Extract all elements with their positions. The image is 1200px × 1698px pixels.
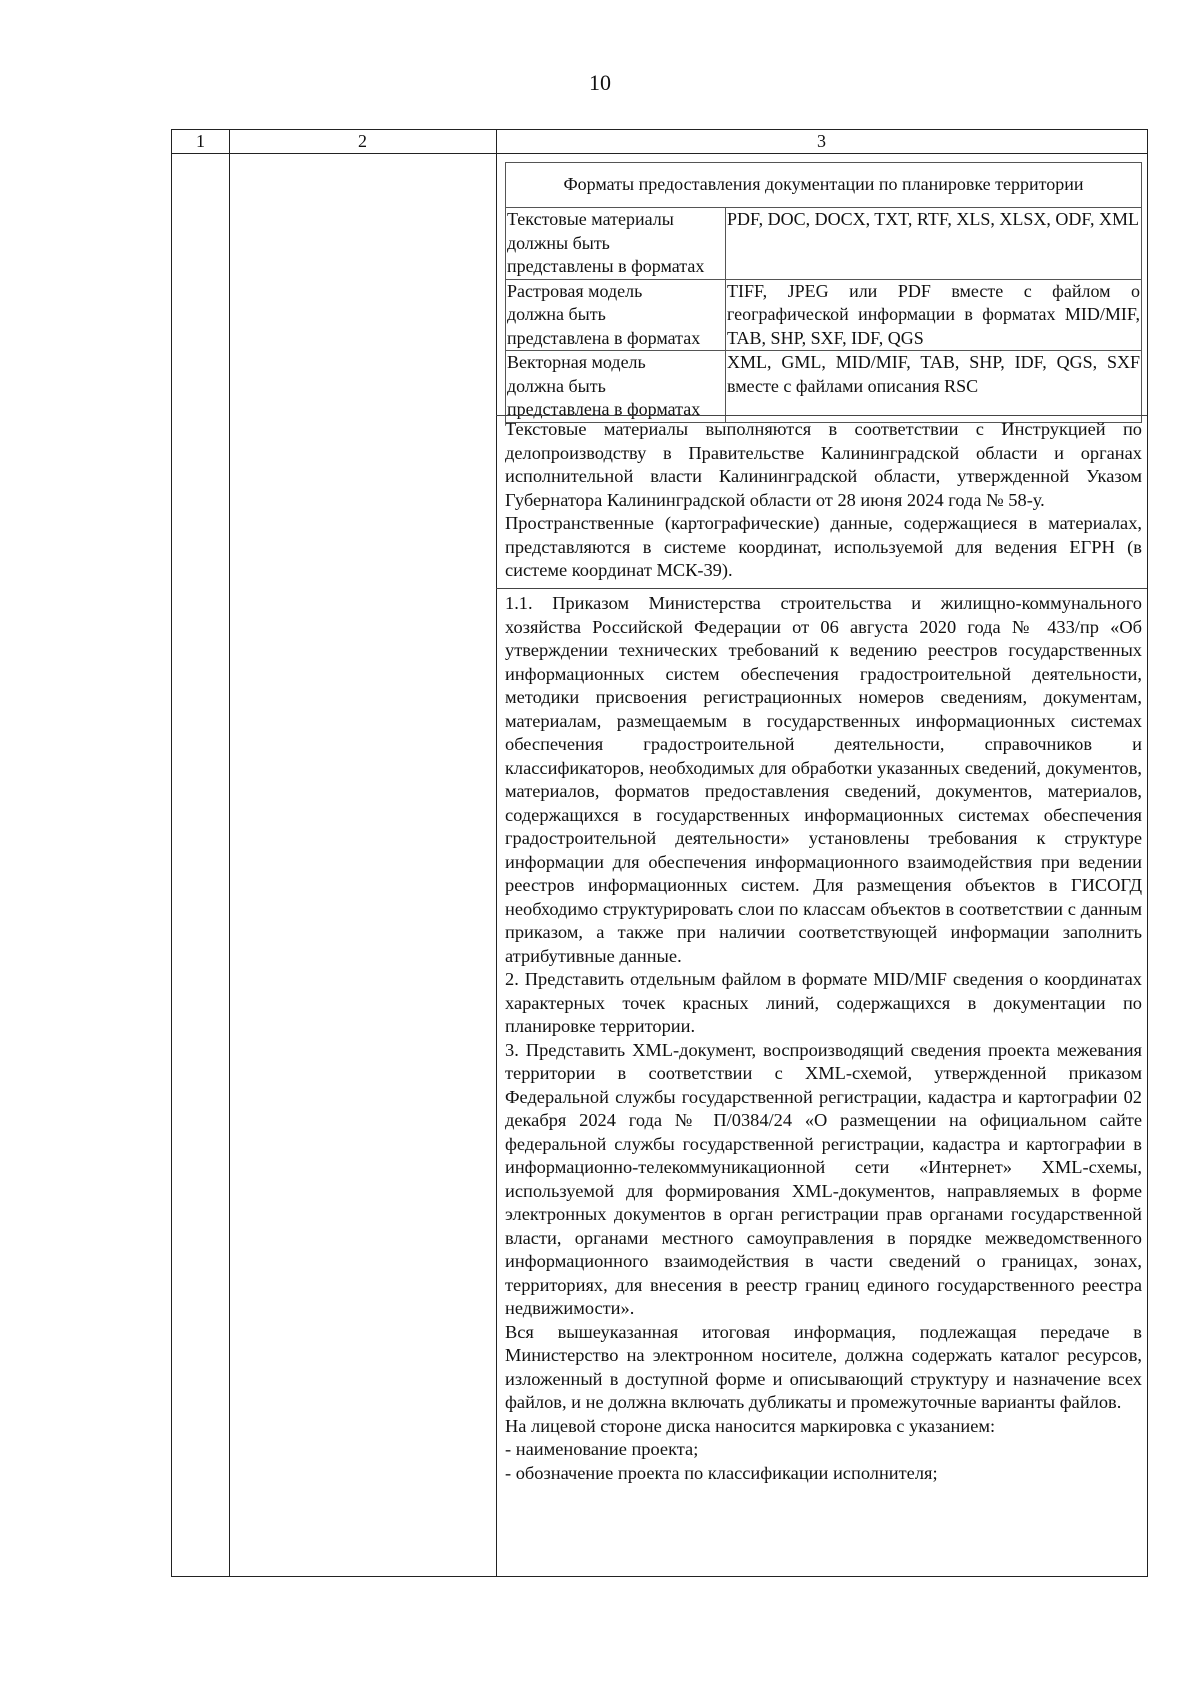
cell-divider [496, 415, 1147, 416]
paragraph: На лицевой стороне диска наносится маркировка с указанием: [505, 1415, 996, 1436]
formats-table [505, 162, 1142, 423]
requirements-table [171, 129, 1148, 1577]
requirements-block [505, 592, 1142, 1485]
format-value: TIFF, JPEG или PDF вместе с файлом о географической информации в форматах MID/MIF, TAB, SHP, SXF, IDF, QGS [726, 279, 1142, 351]
cell-divider [496, 588, 1147, 589]
format-label: Растровая модель должна быть представлена в форматах [506, 279, 726, 351]
table-row [506, 208, 1142, 280]
paragraph: 2. Представить отдельным файлом в формате MID/MIF сведения о координатах характерных точек красных линий, содержащихся в документации по планировке территории. [505, 969, 1142, 1036]
paragraph: Пространственные (картографические) данные, содержащиеся в материалах, представляются в системе координат, используемой для ведения ЕГРН (в системе координат МСК-39). [505, 513, 1142, 580]
table-row [506, 279, 1142, 351]
format-label: Векторная модель должна быть представлена в форматах [506, 351, 726, 423]
header-col-3: 3 [817, 131, 826, 151]
table-header-row [172, 130, 1147, 154]
page-number: 10 [589, 70, 611, 95]
text-materials-block [505, 418, 1142, 583]
format-value: PDF, DOC, DOCX, TXT, RTF, XLS, XLSX, ODF, XML [726, 208, 1142, 280]
header-col-1: 1 [196, 131, 205, 151]
format-value: XML, GML, MID/MIF, TAB, SHP, IDF, QGS, SXF вместе с файлами описания RSC [726, 351, 1142, 423]
paragraph: Текстовые материалы выполняются в соответствии с Инструкцией по делопроизводству в Правительстве Калининградской области и органах исполнительной власти Калининградской области, утвержденной Указом Губернатора Калининградской области от 28 июня 2024 года № 58-у. [505, 419, 1142, 510]
paragraph: 1.1. Приказом Министерства строительства и жилищно-коммунального хозяйства Российской Федерации от 06 августа 2020 года № 433/пр «Об утверждении технических требований к ведению реестров государственных информационных систем обеспечения градостроительной деятельности, методики присвоения регистрационных номеров сведениям, документам, материалам, размещаемым в государственных информационных системах обеспечения градостроительной деятельности, справочников и классификаторов, необходимых для обработки указанных сведений, документов, материалов, форматов предоставления сведений, документов, материалов, содержащихся в государственных информационных системах обеспечения градостроительной деятельности» установлены требования к структуре информации для обеспечения информационного взаимодействия при ведении реестров информационных систем. Для размещения объектов в ГИСОГД необходимо структурировать слои по классам объектов в соответствии с данным приказом, а также при наличии соответствующей информации заполнить атрибутивные данные. [505, 593, 1142, 966]
list-item: - обозначение проекта по классификации исполнителя; [505, 1462, 938, 1483]
paragraph: Вся вышеуказанная итоговая информация, подлежащая передаче в Министерство на электронном носителе, должна содержать каталог ресурсов, изложенный в доступной форме и описывающий структуру и назначение всех файлов, и не должна включать дубликаты и промежуточные варианты файлов. [505, 1321, 1142, 1412]
formats-table-title: Форматы предоставления документации по планировке территории [506, 163, 1142, 208]
format-label: Текстовые материалы должны быть представлены в форматах [506, 208, 726, 280]
list-item: - наименование проекта; [505, 1439, 699, 1459]
header-col-2: 2 [358, 131, 367, 151]
table-row [506, 351, 1142, 423]
column-divider-1 [229, 130, 230, 1576]
column-3-content [496, 154, 1147, 1576]
paragraph: 3. Представить XML-документ, воспроизводящий сведения проекта межевания территории в соответствии с XML-схемой, утвержденной приказом Федеральной службы государственной регистрации, кадастра и картографии 02 декабря 2024 года № П/0384/24 «О размещении на официальном сайте федеральной службы государственной регистрации, кадастра и картографии в информационно-телекоммуникационной сети «Интернет» XML-схемы, используемой для формирования XML-документов, направляемых в форме электронных документов в орган регистрации прав органами государственной власти, органами местного самоуправления в порядке межведомственного информационного взаимодействия в части сведений о границах, зонах, территориях, для внесения в реестр границ единого государственного реестра недвижимости». [505, 1039, 1142, 1318]
